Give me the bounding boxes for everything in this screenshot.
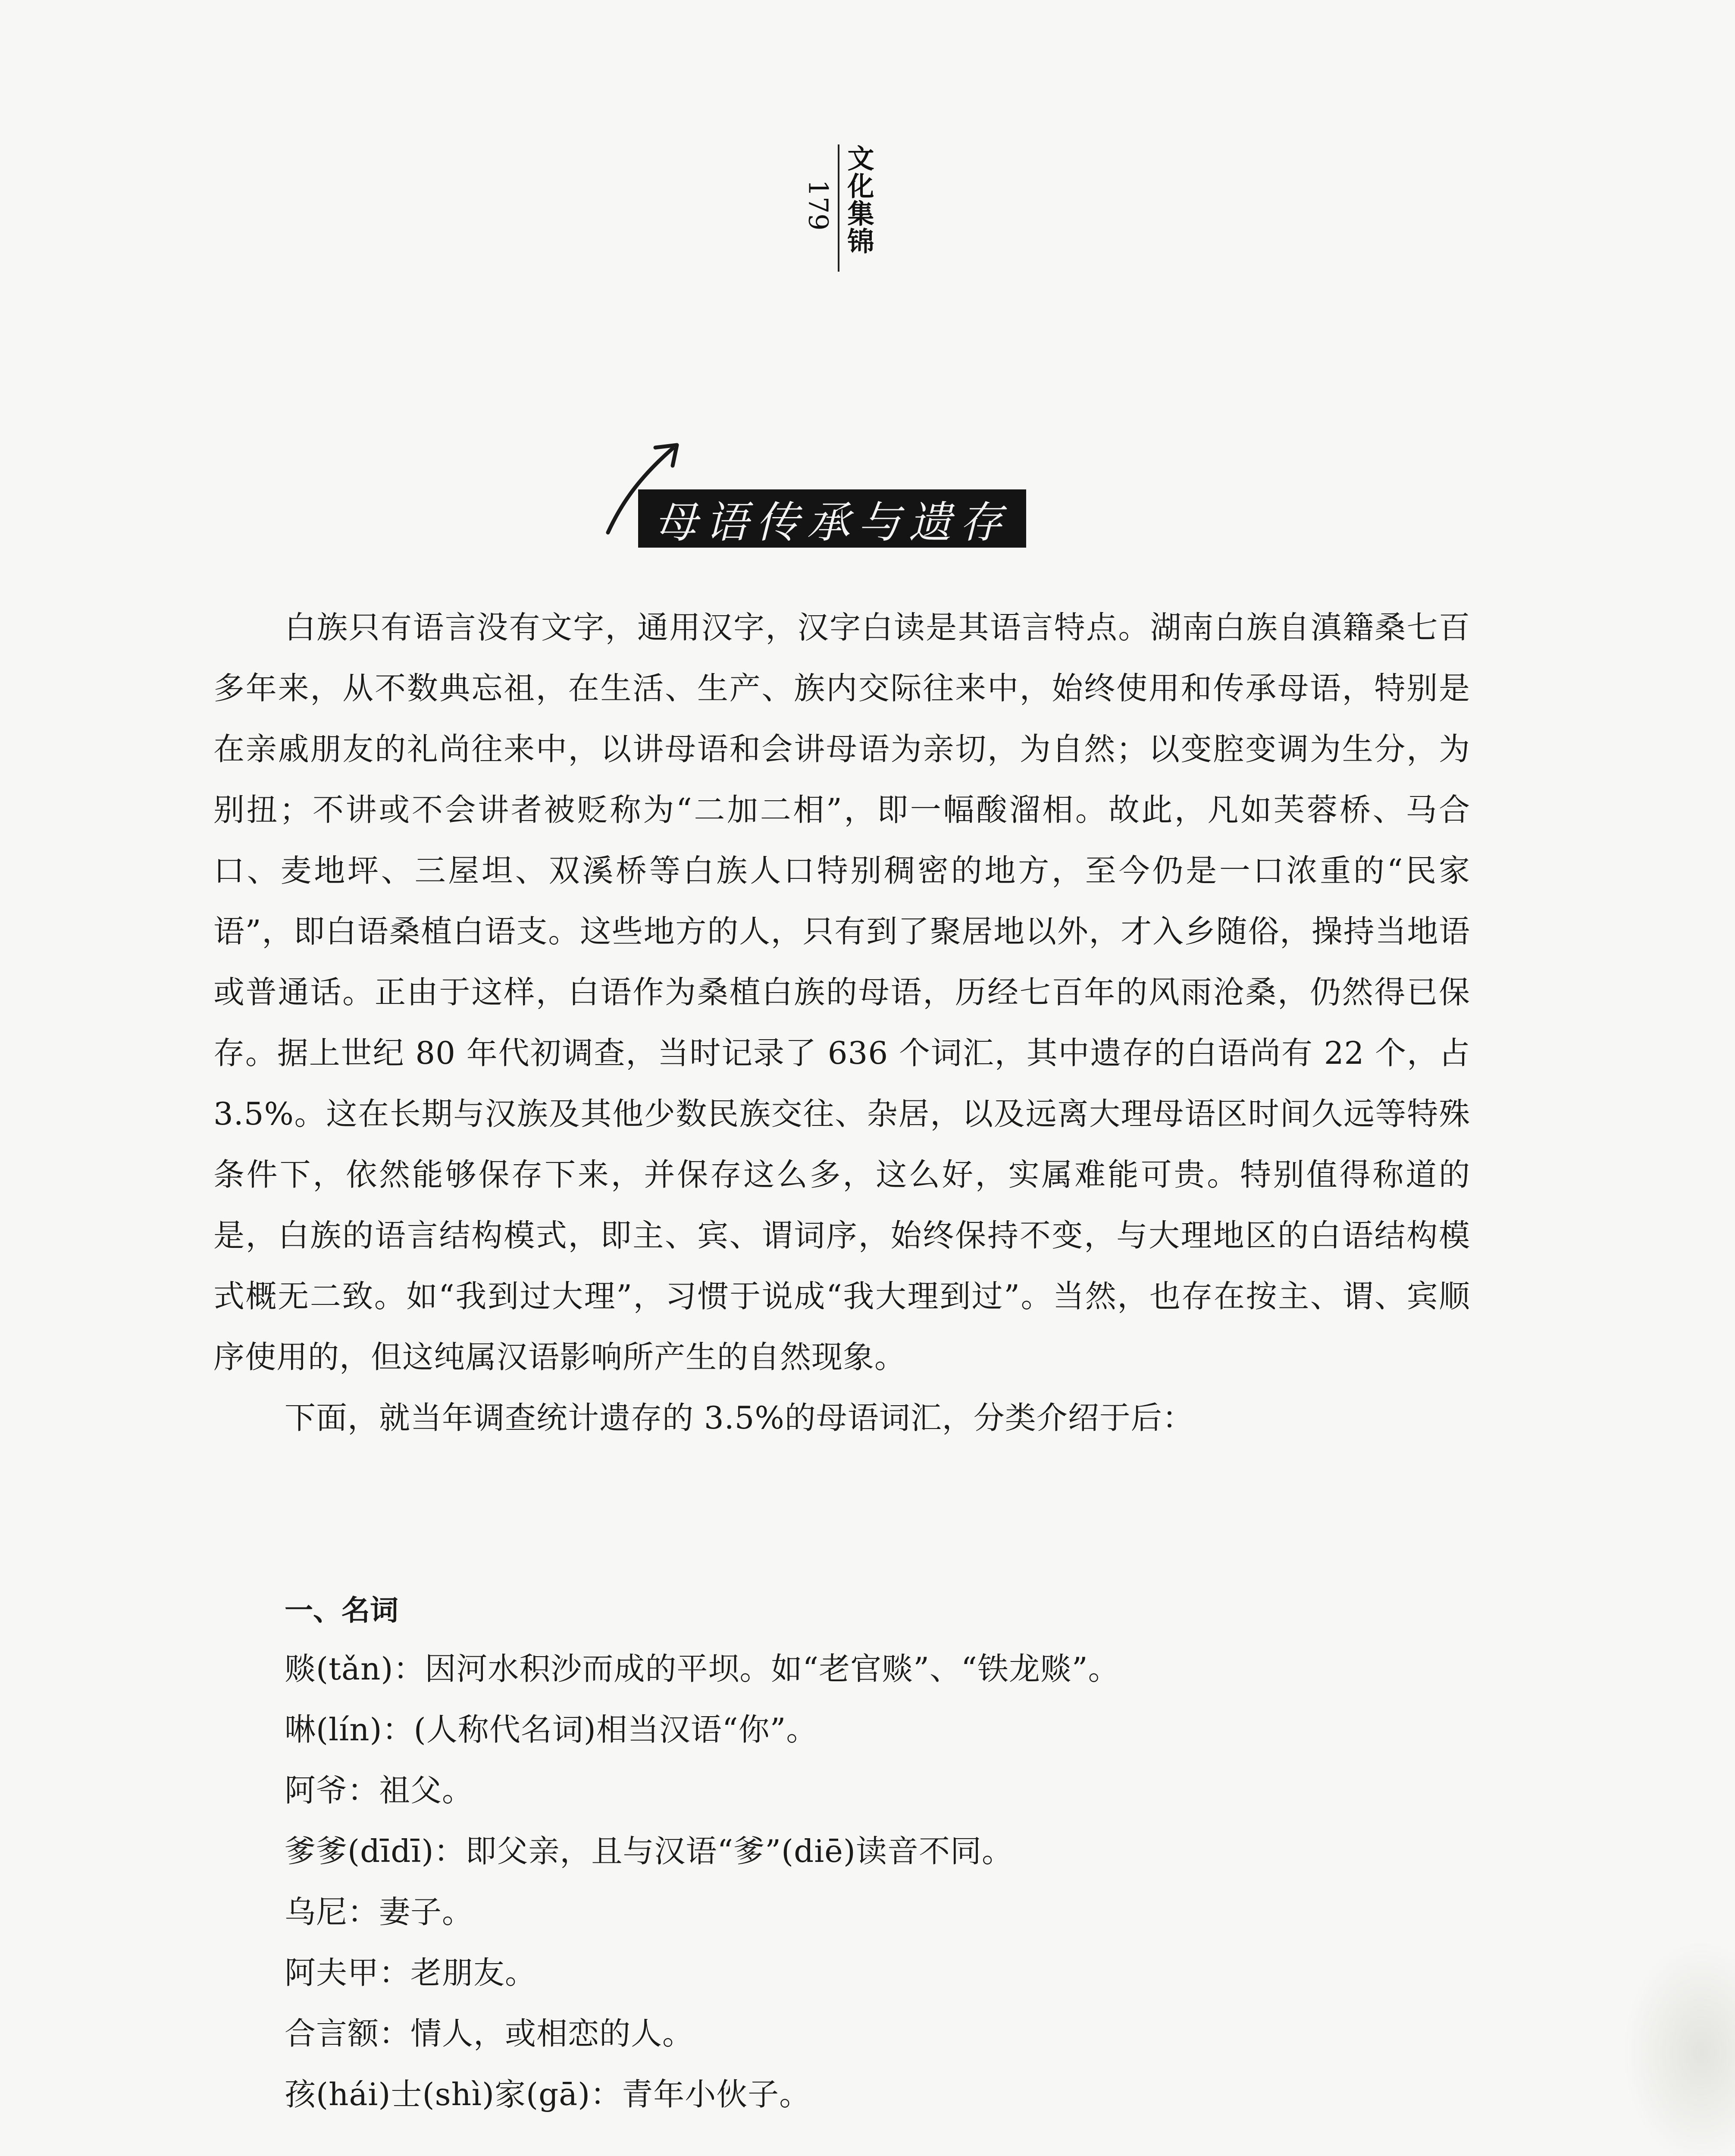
- glossary-entry: 合言额：情人，或相恋的人。: [285, 2015, 694, 2052]
- paragraph: 下面，就当年调查统计遗存的 3.5%的母语词汇，分类介绍于后：: [285, 1400, 1194, 1436]
- glossary-list: [285, 1639, 1449, 2125]
- paragraph: 白族只有语言没有文字，通用汉字，汉字白读是其语言特点。湖南白族自滇籍桑七百多年来，从不数典忘祖，在生活、生产、族内交际往来中，始终使用和传承母语，特别是在亲戚朋友的礼尚往来中，以讲母语和会讲母语为亲切，为自然；以变腔变调为生分，为别扭；不讲或不会讲者被贬称为“二加二相”，即一幅酸溜相。故此，凡如芙蓉桥、马合口、麦地坪、三屋坦、双溪桥等白族人口特别稠密的地方，至今仍是一口浓重的“民家语”，即白语桑植白语支。这些地方的人，只有到了聚居地以外，才入乡随俗，操持当地语或普通话。正由于这样，白语作为桑植白族的母语，历经七百年的风雨沧桑，仍然得已保存。据上世纪 80 年代初调查，当时记录了 636 个词汇，其中遗存的白语尚有 22 个，占 3.5%。这在长期与汉族及其他少数民族交往、杂居，以及远离大理母语区时间久远等特殊条件下，依然能够保存下来，并保存这么多，这么好，实属难能可贵。特别值得称道的是，白族的语言结构模式，即主、宾、谓词序，始终保持不变，与大理地区的白语结构模式概无二致。如“我到过大理”，习惯于说成“我大理到过”。当然，也存在按主、谓、宾顺序使用的，但这纯属汉语影响所产生的自然现象。: [213, 609, 1470, 1375]
- running-header: [800, 144, 882, 278]
- chapter-title-block: [591, 436, 1043, 561]
- glossary-entry: 赕(tǎn)：因河水积沙而成的平坝。如“老官赕”、“铁龙赕”。: [285, 1651, 1120, 1687]
- body-text: [213, 597, 1470, 1448]
- header-rule: [838, 144, 839, 272]
- glossary-entry: 乌尼：妻子。: [285, 1894, 474, 1930]
- glossary-entry: 阿夫甲：老朋友。: [285, 1955, 537, 1991]
- page-number: 179: [802, 179, 834, 231]
- glossary-entry: 爹爹(dīdī)：即父亲，且与汉语“爹”(diē)读音不同。: [285, 1833, 1013, 1869]
- glossary-entry: 阿爷：祖父。: [285, 1772, 474, 1808]
- glossary-entry: 孩(hái)士(shì)家(gā)：青年小伙子。: [285, 2076, 811, 2112]
- section-label: 文化集锦: [843, 144, 874, 255]
- chapter-title: 母语传承与遗存: [638, 489, 1026, 548]
- section-heading: 一、名词: [285, 1594, 398, 1627]
- scan-speckle: [1623, 1940, 1735, 2156]
- glossary-entry: 啉(lín)：(人称代名词)相当汉语“你”。: [285, 1711, 818, 1748]
